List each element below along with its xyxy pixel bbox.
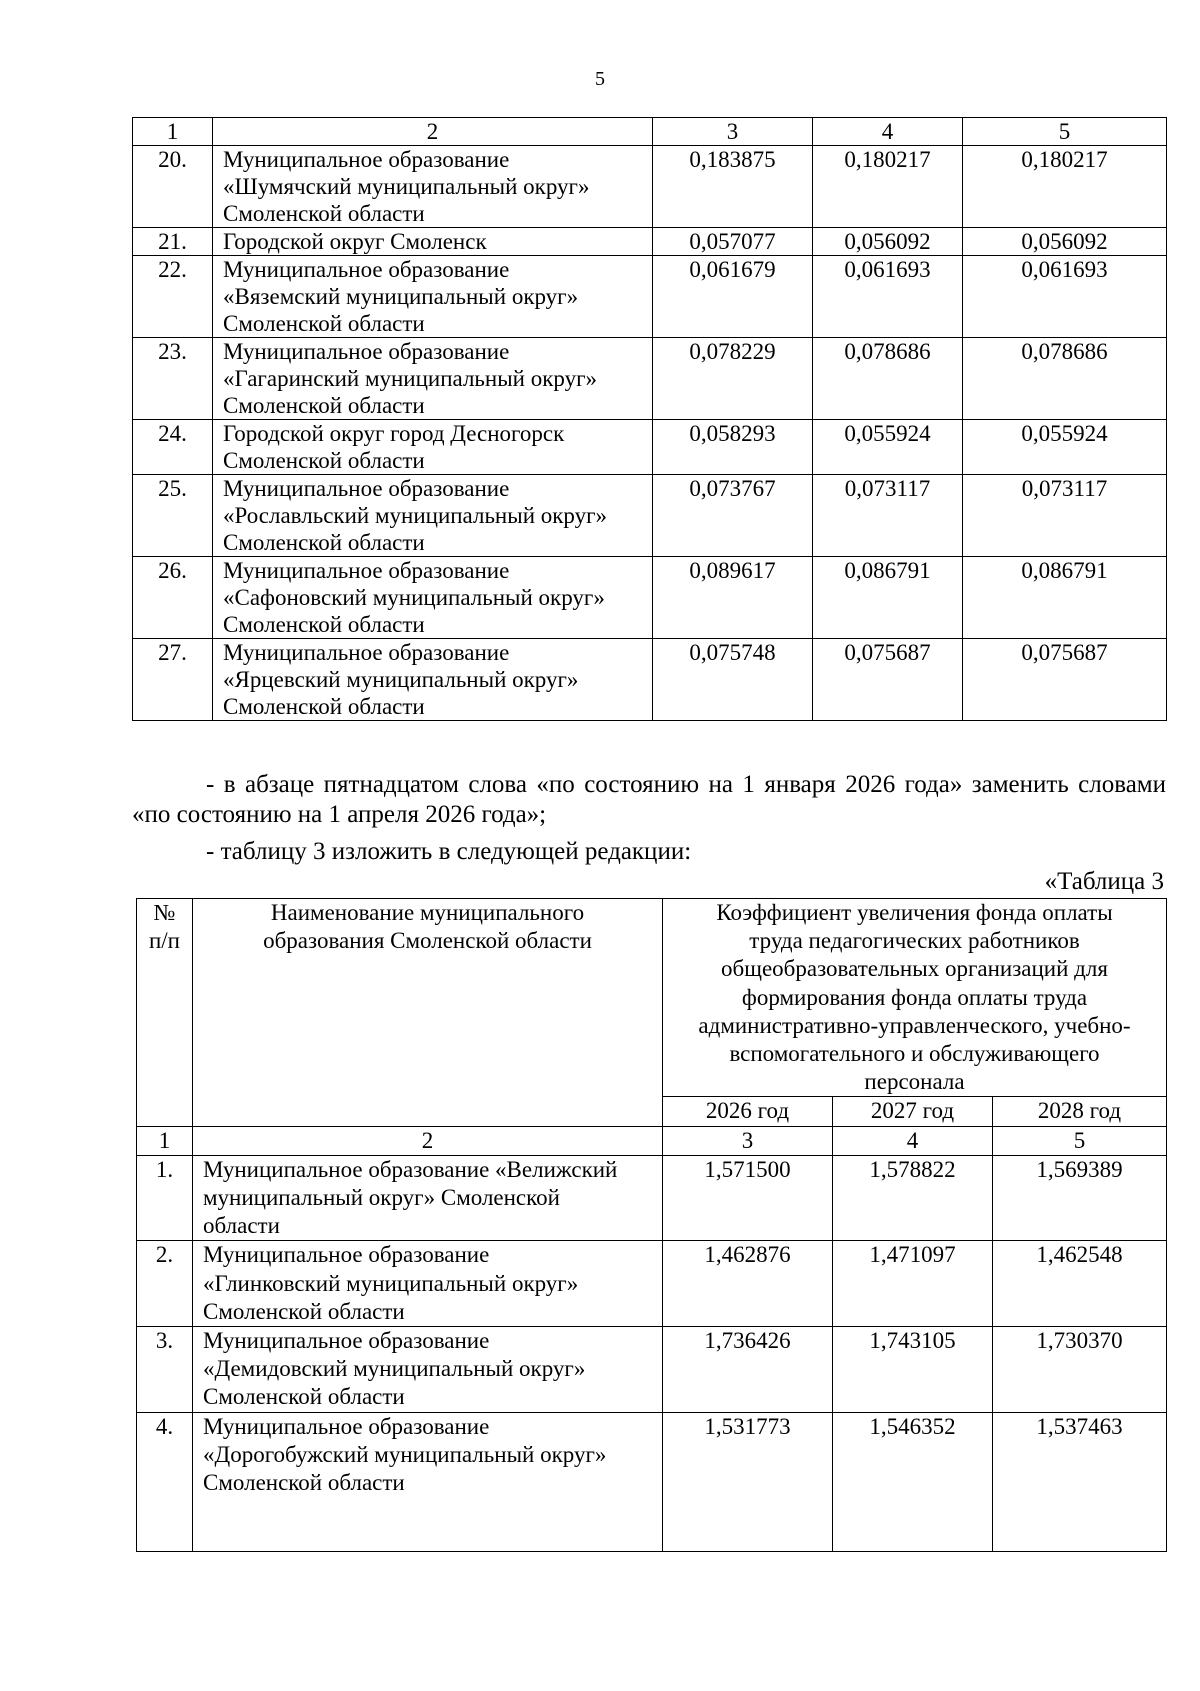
row-number: 4. xyxy=(137,1412,193,1551)
column-number: 5 xyxy=(993,1126,1167,1155)
table-header-row xyxy=(137,899,1167,1097)
coefficient-value: 0,075687 xyxy=(963,639,1167,721)
municipality-name-line: Муниципальное образование «Велижский xyxy=(203,1156,618,1182)
row-number: 23. xyxy=(133,338,213,420)
header-coefficient-line: общеобразовательных организаций для xyxy=(721,956,1108,982)
row-number: 24. xyxy=(133,420,213,475)
row-number: 27. xyxy=(133,639,213,721)
column-number: 5 xyxy=(963,118,1167,146)
amendment-paragraph-2: - таблицу 3 изложить в следующей редакции: xyxy=(206,838,692,865)
coefficient-value: 0,055924 xyxy=(963,420,1167,475)
column-number: 1 xyxy=(133,118,213,146)
municipality-name xyxy=(213,420,653,475)
table-row xyxy=(133,475,1167,557)
coefficient-value: 0,086791 xyxy=(963,557,1167,639)
year-header: 2028 год xyxy=(993,1097,1167,1126)
coefficient-value: 1,569389 xyxy=(993,1155,1167,1241)
coefficient-value: 0,075687 xyxy=(813,639,963,721)
column-number: 2 xyxy=(193,1126,663,1155)
municipality-name-line: Муниципальное образование xyxy=(223,640,510,665)
municipality-name xyxy=(193,1327,663,1413)
table-row xyxy=(137,1155,1167,1241)
year-header: 2026 год xyxy=(663,1097,833,1126)
municipality-name-line: Смоленской области xyxy=(223,612,425,637)
municipality-name-line: Смоленской области xyxy=(223,448,425,473)
coefficient-value: 0,073117 xyxy=(963,475,1167,557)
municipality-name-line: Муниципальное образование xyxy=(203,1328,490,1354)
municipality-name xyxy=(213,475,653,557)
municipality-name xyxy=(213,256,653,338)
municipality-name-line: Смоленской области xyxy=(223,311,425,336)
municipality-name xyxy=(213,146,653,228)
municipality-name-line: Смоленской области xyxy=(223,530,425,555)
row-number: 22. xyxy=(133,256,213,338)
row-number: 2. xyxy=(137,1241,193,1327)
municipality-name-line: области xyxy=(203,1213,280,1239)
coefficient-value: 1,730370 xyxy=(993,1327,1167,1413)
municipality-name-line: «Глинковский муниципальный округ» xyxy=(203,1270,579,1296)
municipality-name-line: «Вяземский муниципальный округ» xyxy=(223,284,579,309)
row-number: 3. xyxy=(137,1327,193,1413)
column-number: 2 xyxy=(213,118,653,146)
year-header: 2027 год xyxy=(833,1097,993,1126)
coefficient-value: 0,055924 xyxy=(813,420,963,475)
column-number: 3 xyxy=(663,1126,833,1155)
table-row xyxy=(133,146,1167,228)
column-number: 4 xyxy=(813,118,963,146)
coefficient-value: 1,578822 xyxy=(833,1155,993,1241)
table-header-row xyxy=(133,118,1167,146)
coefficient-value: 0,056092 xyxy=(813,228,963,256)
row-number: 1. xyxy=(137,1155,193,1241)
municipality-name xyxy=(193,1155,663,1241)
municipality-name-line: Смоленской области xyxy=(223,201,425,226)
municipality-name-line: Муниципальное образование xyxy=(203,1242,490,1268)
column-number: 4 xyxy=(833,1126,993,1155)
coefficient-value: 0,058293 xyxy=(653,420,813,475)
coefficient-value: 1,462548 xyxy=(993,1241,1167,1327)
coefficients-table-continued xyxy=(132,117,1167,721)
municipality-name-line: «Сафоновский муниципальный округ» xyxy=(223,585,605,610)
header-coefficient-line: вспомогательного и обслуживающего xyxy=(729,1041,1100,1067)
table-row xyxy=(133,338,1167,420)
municipality-name xyxy=(213,557,653,639)
table-column-numbers-row xyxy=(137,1126,1167,1155)
header-number xyxy=(137,899,193,1127)
header-coefficient-line: персонала xyxy=(864,1069,965,1095)
municipality-name xyxy=(213,338,653,420)
coefficient-value: 1,736426 xyxy=(663,1327,833,1413)
municipality-name-line: «Шумячский муниципальный округ» xyxy=(223,174,590,199)
municipality-name-line: муниципальный округ» Смоленской xyxy=(203,1185,560,1211)
municipality-name-line: «Гагаринский муниципальный округ» xyxy=(223,366,598,391)
coefficient-value: 0,089617 xyxy=(653,557,813,639)
header-number-line: № xyxy=(153,900,176,925)
municipality-name-line: Муниципальное образование xyxy=(203,1413,490,1439)
coefficient-value: 0,078229 xyxy=(653,338,813,420)
coefficient-value: 0,061679 xyxy=(653,256,813,338)
row-number: 21. xyxy=(133,228,213,256)
municipality-name-line: Муниципальное образование xyxy=(223,257,510,282)
coefficient-value: 0,086791 xyxy=(813,557,963,639)
row-number: 20. xyxy=(133,146,213,228)
header-name-line: Наименование муниципального xyxy=(270,900,585,925)
municipality-name-line: Городской округ Смоленск xyxy=(223,229,487,254)
coefficient-value: 0,180217 xyxy=(813,146,963,228)
header-coefficient-line: труда педагогических работников xyxy=(749,928,1080,954)
header-number-line: п/п xyxy=(148,928,180,954)
header-coefficient-line: административно-управленческого, учебно- xyxy=(698,1012,1131,1038)
header-coefficient xyxy=(663,899,1167,1097)
municipality-name xyxy=(193,1412,663,1551)
coefficient-value: 0,078686 xyxy=(963,338,1167,420)
municipality-name-line: «Рославльский муниципальный округ» xyxy=(223,503,608,528)
header-name-line: образования Смоленской области xyxy=(263,928,592,954)
municipality-name-line: Смоленской области xyxy=(223,393,425,418)
column-number: 1 xyxy=(137,1126,193,1155)
municipality-name-line: Муниципальное образование xyxy=(223,147,510,172)
table-row xyxy=(133,256,1167,338)
municipality-name xyxy=(193,1241,663,1327)
municipality-name-line: Смоленской области xyxy=(223,694,425,719)
table-row xyxy=(133,420,1167,475)
row-number: 26. xyxy=(133,557,213,639)
coefficient-value: 1,571500 xyxy=(663,1155,833,1241)
table-row xyxy=(137,1412,1167,1551)
coefficient-value: 1,462876 xyxy=(663,1241,833,1327)
municipality-name-line: «Демидовский муниципальный округ» xyxy=(203,1356,586,1382)
municipality-name xyxy=(213,639,653,721)
coefficient-value: 1,531773 xyxy=(663,1412,833,1551)
header-coefficient-line: Коэффициент увеличения фонда оплаты xyxy=(716,900,1113,925)
coefficient-value: 1,471097 xyxy=(833,1241,993,1327)
coefficient-value: 0,061693 xyxy=(813,256,963,338)
municipality-name-line: «Дорогобужский муниципальный округ» xyxy=(203,1441,607,1467)
municipality-name-line: Смоленской области xyxy=(203,1384,405,1410)
coefficient-value: 0,057077 xyxy=(653,228,813,256)
coefficient-value: 0,073117 xyxy=(813,475,963,557)
coefficient-value: 1,546352 xyxy=(833,1412,993,1551)
coefficient-value: 1,743105 xyxy=(833,1327,993,1413)
coefficient-value: 0,183875 xyxy=(653,146,813,228)
coefficient-value: 0,075748 xyxy=(653,639,813,721)
table-3 xyxy=(136,898,1167,1552)
coefficient-value: 1,537463 xyxy=(993,1412,1167,1551)
coefficient-value: 0,061693 xyxy=(963,256,1167,338)
table-row xyxy=(137,1241,1167,1327)
municipality-name-line: «Ярцевский муниципальный округ» xyxy=(223,667,579,692)
header-coefficient-line: формирования фонда оплаты труда xyxy=(741,984,1088,1010)
coefficient-value: 0,078686 xyxy=(813,338,963,420)
municipality-name-line: Городской округ город Десногорск xyxy=(223,421,565,446)
table-row xyxy=(133,639,1167,721)
column-number: 3 xyxy=(653,118,813,146)
row-number: 25. xyxy=(133,475,213,557)
table-row xyxy=(133,228,1167,256)
municipality-name-line: Смоленской области xyxy=(203,1470,405,1496)
table-row xyxy=(137,1327,1167,1413)
coefficient-value: 0,180217 xyxy=(963,146,1167,228)
coefficient-value: 0,073767 xyxy=(653,475,813,557)
coefficient-value: 0,056092 xyxy=(963,228,1167,256)
amendment-paragraph-1: - в абзаце пятнадцатом слова «по состоянию на 1 января 2026 года» заменить словами «по состоянию на 1 апреля 2026 года»; xyxy=(132,771,1166,828)
header-name xyxy=(193,899,663,1127)
municipality-name-line: Смоленской области xyxy=(203,1298,405,1324)
page-number: 5 xyxy=(595,68,605,90)
municipality-name-line: Муниципальное образование xyxy=(223,476,510,501)
table-3-title: «Таблица 3 xyxy=(1044,868,1164,895)
municipality-name xyxy=(213,228,653,256)
municipality-name-line: Муниципальное образование xyxy=(223,558,510,583)
table-row xyxy=(133,557,1167,639)
municipality-name-line: Муниципальное образование xyxy=(223,339,510,364)
